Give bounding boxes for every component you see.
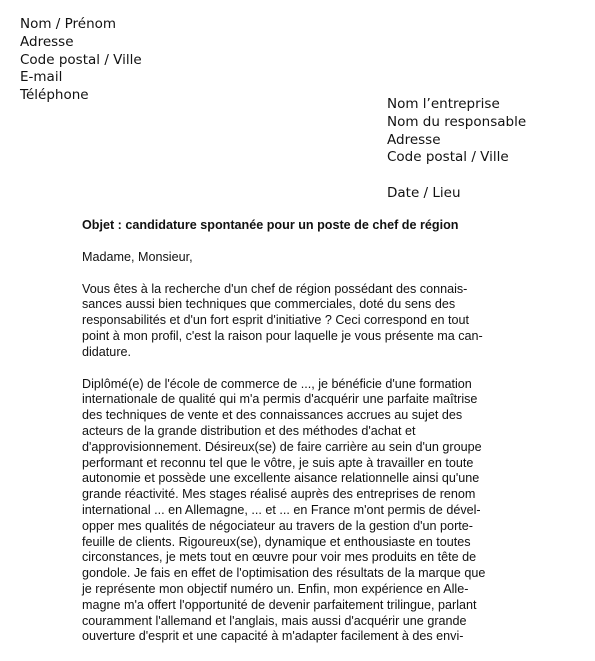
paragraph-line: internationale de qualité qui m'a permis d'acquérir une parfaite maîtrise [82,392,478,407]
paragraph-line: Vous êtes à la recherche d'un chef de région possédant des connais- [82,281,468,296]
sender-address: Adresse [20,33,74,50]
paragraph-experience [82,377,502,646]
paragraph-line: acteurs de la grande distribution et des méthodes d'achat et [82,423,416,438]
paragraph-line: Diplômé(e) de l'école de commerce de ..., je bénéficie d'une formation [82,376,472,391]
letter-subject: Objet : candidature spontanée pour un poste de chef de région [82,218,459,232]
recipient-manager: Nom du responsable [387,113,527,130]
paragraph-line: grande réactivité. Mes stages réalisé auprès des entreprises de renom [82,487,476,502]
paragraph-line: autonomie et possède une excellente aisance relationnelle ainsi qu'une [82,471,480,486]
paragraph-line: gondole. Je fais en effet de l'optimisation des résultats de la marque que [82,566,486,581]
letter-body [82,218,502,661]
paragraph-line: feuille de clients. Rigoureux(se), dynamique et enthousiaste en toutes [82,534,471,549]
sender-postal-city: Code postal / Ville [20,51,142,68]
paragraph-line: international ... en Allemagne, ... et ... en France m'ont permis de dével- [82,502,481,517]
sender-phone: Téléphone [20,87,89,104]
paragraph-line: point à mon profil, c'est la raison pour laquelle je vous présente ma can- [82,328,483,343]
recipient-postal-city: Code postal / Ville [387,149,509,166]
paragraph-line: sances aussi bien techniques que commerciales, doté du sens des [82,297,456,312]
sender-block [20,16,142,105]
paragraph-line: d'approvisionnement. Désireux(se) de faire carrière au sein d'un groupe [82,439,482,454]
recipient-address: Adresse [387,131,441,148]
paragraph-line: magne m'a offert l'opportunité de devenir parfaitement trilingue, parlant [82,597,477,612]
paragraph-line: performant et reconnu tel que le vôtre, je suis apte à travailler en toute [82,455,474,470]
paragraph-line: je représente mon objectif numéro un. Enfin, mon expérience en Alle- [82,581,469,596]
paragraph-line: responsabilités et d'un fort esprit d'initiative ? Ceci correspond en tout [82,313,470,328]
sender-email: E-mail [20,69,63,86]
paragraph-line: didature. [82,344,132,359]
paragraph-line: opper mes qualités de négociateur au travers de la gestion d'un porte- [82,518,473,533]
paragraph-line: circonstances, je mets tout en œuvre pour voir mes produits en tête de [82,550,477,565]
sender-name: Nom / Prénom [20,16,117,32]
letter-salutation: Madame, Monsieur, [82,249,193,264]
recipient-block [387,96,526,203]
paragraph-line: des techniques de vente et des connaissances accrues au sujet des [82,408,463,423]
paragraph-line: couramment l'allemand et l'anglais, mais aussi d'acquérir une grande [82,613,467,628]
recipient-company: Nom l’entreprise [387,96,500,112]
date-place: Date / Lieu [387,185,461,202]
paragraph-line: ouverture d'esprit et une capacité à m'adapter facilement à des envi- [82,629,464,644]
paragraph-intro [82,282,502,361]
